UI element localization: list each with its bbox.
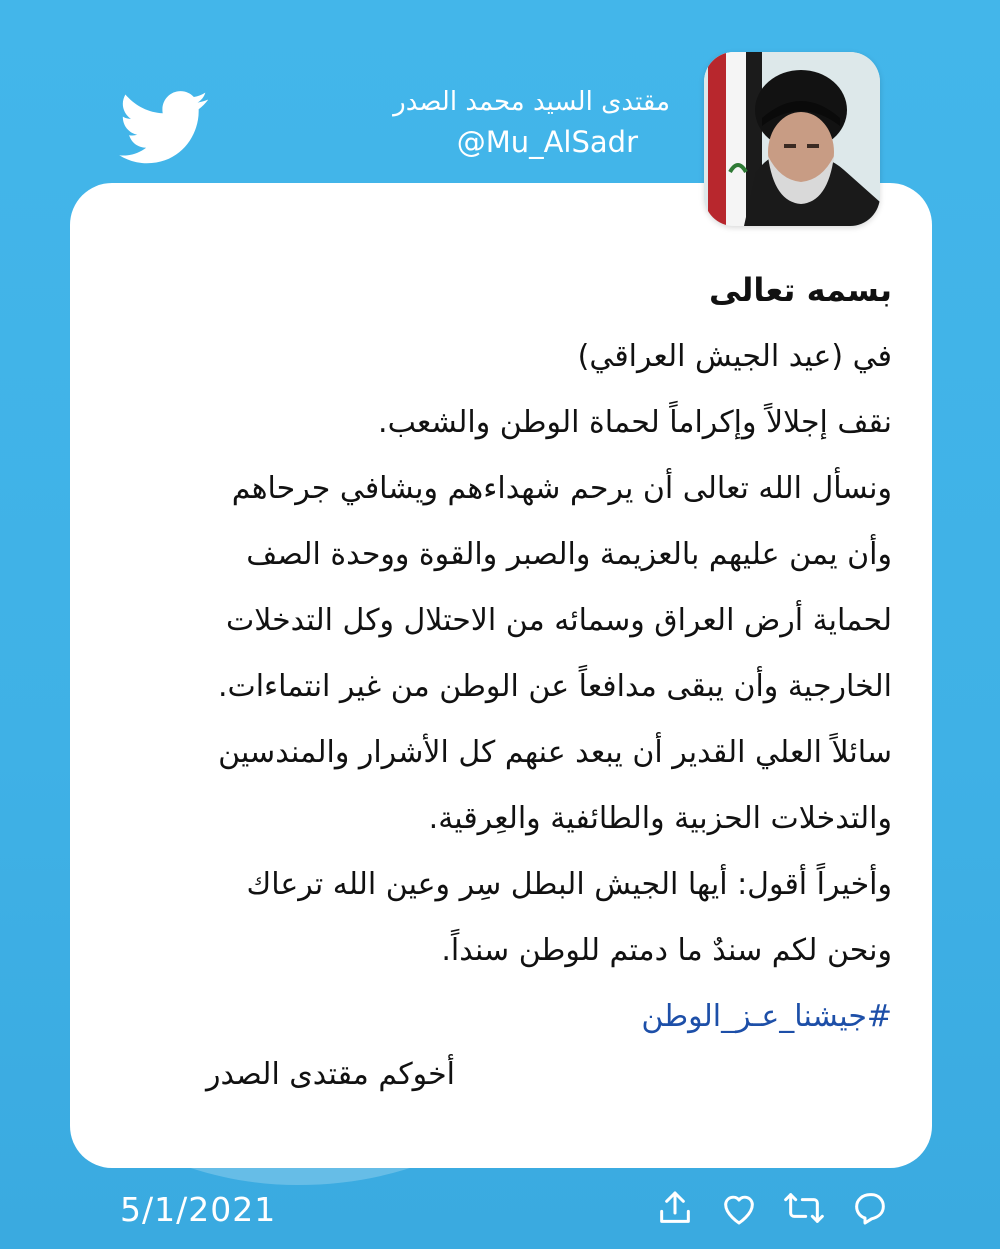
hashtag-link[interactable]: #جيشنا_عـز_الوطن: [641, 999, 892, 1034]
tweet-line: لحماية أرض العراق وسمائه من الاحتلال وكل التدخلات: [225, 603, 892, 638]
author-handle[interactable]: @Mu_AlSadr: [456, 125, 638, 159]
tweet-signature: أخوكم مقتدى الصدر: [206, 1057, 455, 1092]
tweet-line: وأخيراً أقول: أيها الجيش البطل سِر وعين الله ترعاك: [246, 867, 892, 902]
share-icon[interactable]: [655, 1188, 695, 1228]
avatar[interactable]: [704, 52, 880, 226]
author-name[interactable]: مقتدى السيد محمد الصدر: [393, 87, 670, 117]
tweet-date: 5/1/2021: [120, 1190, 277, 1229]
tweet-body: [92, 260, 892, 1050]
tweet-line: نقف إجلالاً وإكراماً لحماة الوطن والشعب.: [378, 405, 892, 440]
author-block: [393, 84, 670, 162]
tweet-line: والتدخلات الحزبية والطائفية والعِرقية.: [428, 801, 892, 836]
tweet-line: في (عيد الجيش العراقي): [577, 339, 892, 374]
avatar-portrait-image: [704, 52, 880, 226]
reply-icon[interactable]: [850, 1188, 890, 1228]
tweet-actions: [655, 1185, 890, 1230]
tweet-line: سائلاً العلي القدير أن يبعد عنهم كل الأشرار والمندسين: [218, 735, 892, 770]
twitter-bird-icon: [118, 90, 212, 164]
tweet-line: ونحن لكم سندٌ ما دمتم للوطن سنداً.: [441, 933, 892, 968]
heart-icon[interactable]: [719, 1188, 759, 1228]
tweet-line: الخارجية وأن يبقى مدافعاً عن الوطن من غير انتماءات.: [217, 669, 892, 704]
retweet-icon[interactable]: [782, 1188, 826, 1228]
tweet-line: ونسأل الله تعالى أن يرحم شهداءهم ويشافي جرحاهم: [231, 471, 892, 506]
tweet-line: وأن يمن عليهم بالعزيمة والصبر والقوة ووحدة الصف: [246, 537, 892, 572]
tweet-title: بسمه تعالى: [708, 271, 892, 309]
